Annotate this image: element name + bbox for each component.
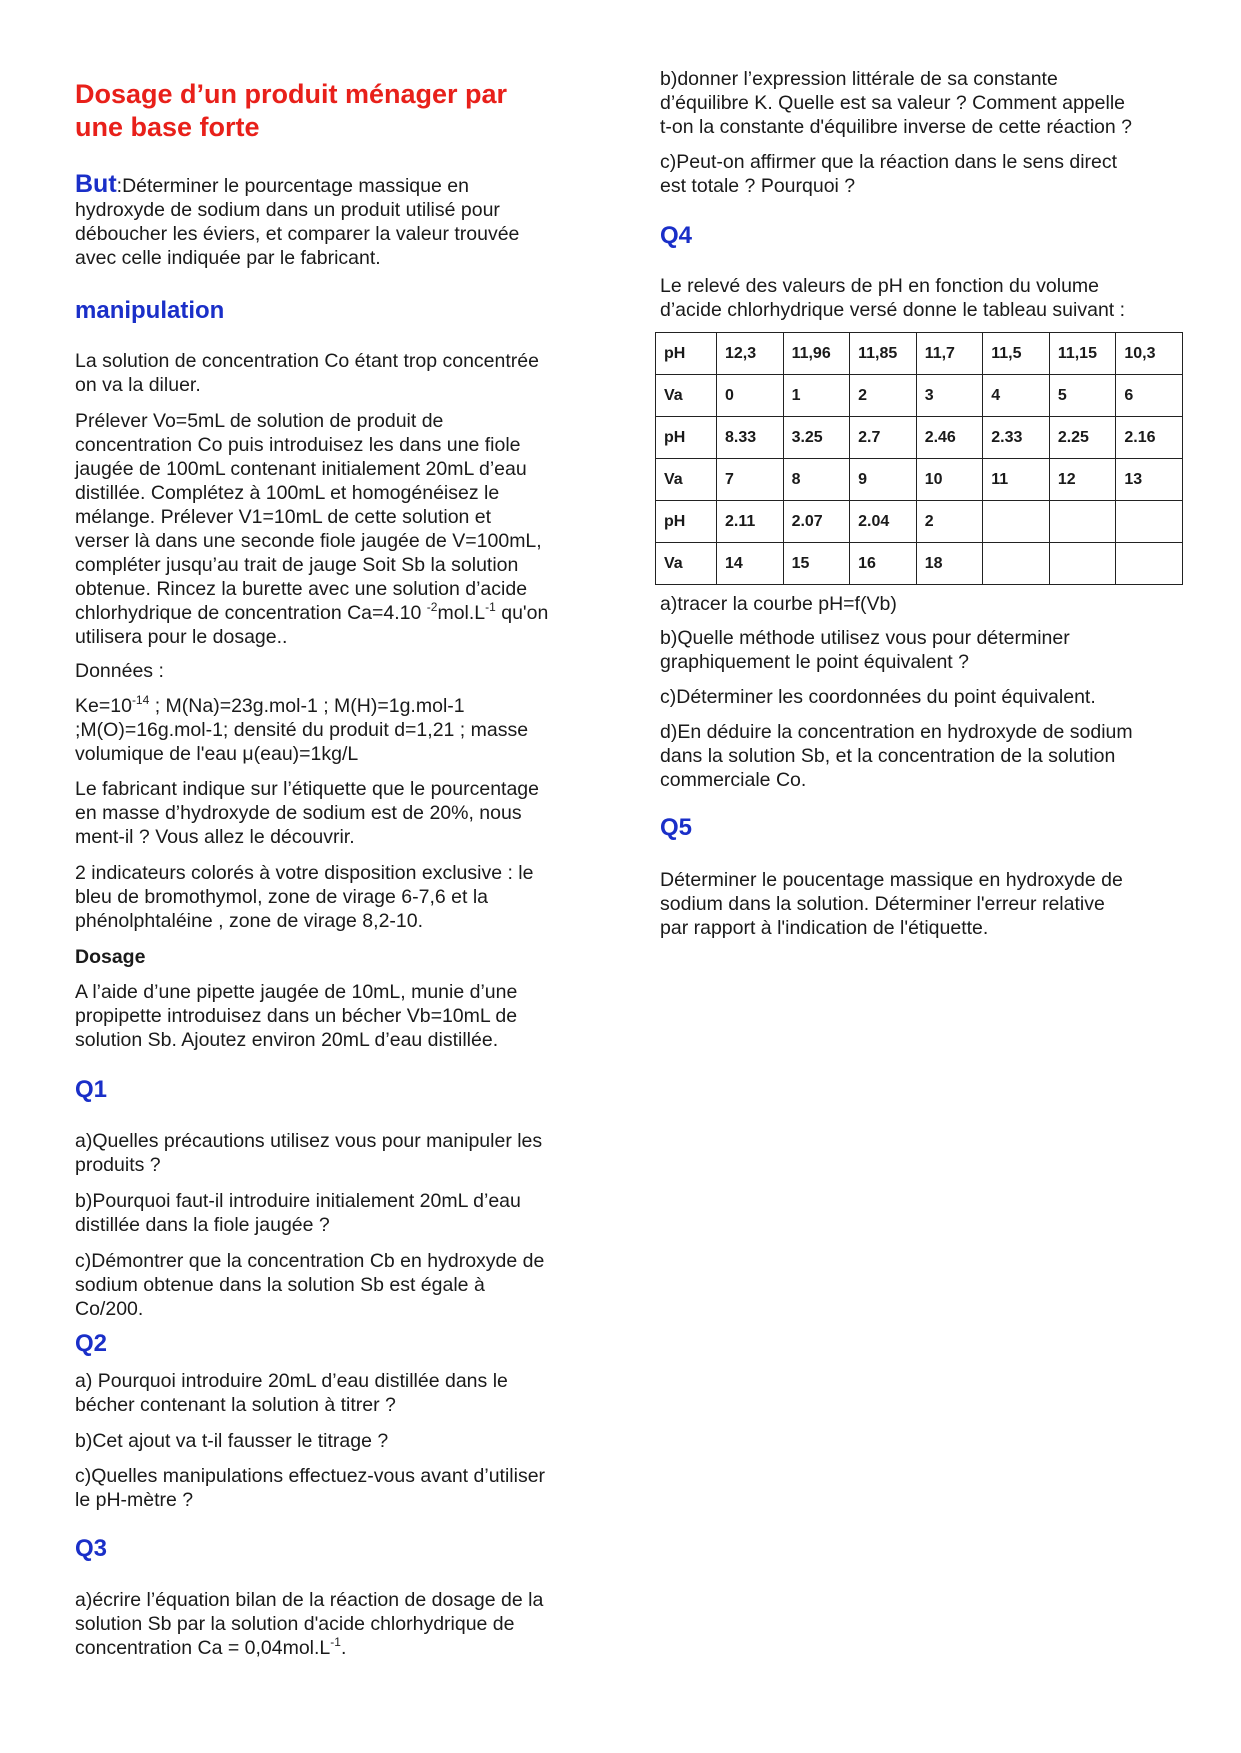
table-cell [983, 543, 1050, 585]
table-cell: 11,7 [916, 333, 983, 375]
table-cell: 6 [1116, 375, 1183, 417]
table-row [656, 333, 1183, 375]
table-cell: 11,5 [983, 333, 1050, 375]
table-cell: 11 [983, 459, 1050, 501]
q1-c: c)Démontrer que la concentration Cb en hydroxyde de sodium obtenue dans la solution Sb est égale à Co/200. [75, 1250, 545, 1320]
fabricant-paragraph: Le fabricant indique sur l’étiquette que le pourcentage en masse d’hydroxyde de sodium est de 20%, nous ment-il ? Vous allez le découvrir. [75, 778, 539, 848]
table-row [656, 459, 1183, 501]
table-cell: 5 [1049, 375, 1116, 417]
q3-a-text: a)écrire l’équation bilan de la réaction de dosage de la solution Sb par la solution d'acide chlorhydrique de concentration Ca = 0,04mol.L [75, 1589, 544, 1659]
table-cell: 10 [916, 459, 983, 501]
table-cell: 14 [717, 543, 784, 585]
table-cell: 12,3 [717, 333, 784, 375]
table-cell: 15 [783, 543, 850, 585]
table-cell: 2.11 [717, 501, 784, 543]
table-cell: 0 [717, 375, 784, 417]
table-cell: 2.7 [850, 417, 917, 459]
manip-intro: La solution de concentration Co étant trop concentrée on va la diluer. [75, 350, 539, 396]
q2-b: b)Cet ajout va t-il fausser le titrage ? [75, 1430, 389, 1452]
table-cell: 16 [850, 543, 917, 585]
table-row [656, 417, 1183, 459]
table-cell [1049, 543, 1116, 585]
q1-heading: Q1 [75, 1076, 108, 1103]
table-cell: 2 [916, 501, 983, 543]
donnees-label: Données : [75, 660, 164, 682]
q5-text: Déterminer le poucentage massique en hydroxyde de sodium dans la solution. Déterminer l'erreur relative par rapport à l'indication de l'étiquette. [660, 869, 1123, 939]
ke-exponent: -14 [131, 693, 150, 707]
dosage-paragraph: A l’aide d’une pipette jaugée de 10mL, munie d’une propipette introduisez dans un bécher Vb=10mL de solution Sb. Ajoutez environ 20mL d’eau distillée. [75, 981, 518, 1051]
table-cell: 2.33 [983, 417, 1050, 459]
manipulation-heading: manipulation [75, 297, 225, 324]
q3-a [75, 1588, 590, 1660]
table-cell: 7 [717, 459, 784, 501]
table-row [656, 543, 1183, 585]
q4-b: b)Quelle méthode utilisez vous pour déterminer graphiquement le point équivalent ? [660, 627, 1070, 673]
table-cell: 9 [850, 459, 917, 501]
q5-heading: Q5 [660, 814, 693, 841]
table-cell: 8 [783, 459, 850, 501]
table-row-label: pH [656, 501, 717, 543]
q3-a-end: . [340, 1637, 347, 1659]
q4-d: d)En déduire la concentration en hydroxyde de sodium dans la solution Sb, et la concentration de la solution commerciale Co. [660, 721, 1133, 791]
but-paragraph [75, 172, 590, 270]
q3-a-exponent: -1 [330, 1635, 341, 1649]
but-text: :Déterminer le pourcentage massique en hydroxyde de sodium dans un produit utilisé pour déboucher les éviers, et comparer la valeur trouvée avec celle indiquée par le fabricant. [75, 175, 520, 269]
but-label: But [75, 170, 117, 198]
table-cell: 2.04 [850, 501, 917, 543]
table-cell: 2.46 [916, 417, 983, 459]
table-row-label: Va [656, 459, 717, 501]
q1-b: b)Pourquoi faut-il introduire initialement 20mL d’eau distillée dans la fiole jaugée ? [75, 1190, 521, 1236]
table-row-label: pH [656, 333, 717, 375]
q4-c: c)Déterminer les coordonnées du point équivalent. [660, 686, 1096, 708]
table-cell: 13 [1116, 459, 1183, 501]
table-cell: 11,96 [783, 333, 850, 375]
unit-mol-l: mol.L [437, 602, 486, 624]
table-cell: 8.33 [717, 417, 784, 459]
manip-procedure-end: qu'on utilisera pour le dosage.. [75, 602, 549, 648]
page-title: Dosage d’un produit ménager par une base forte [75, 79, 508, 142]
table-cell: 4 [983, 375, 1050, 417]
manip-procedure [75, 409, 590, 649]
table-cell: 3.25 [783, 417, 850, 459]
ph-volume-table [655, 332, 1183, 585]
table-row [656, 375, 1183, 417]
table-cell: 10,3 [1116, 333, 1183, 375]
q2-c: c)Quelles manipulations effectuez-vous avant d’utiliser le pH-mètre ? [75, 1465, 546, 1511]
q4-heading: Q4 [660, 222, 693, 249]
q3-b: b)donner l’expression littérale de sa constante d’équilibre K. Quelle est sa valeur ? Comment appelle t-on la constante d'équilibre inverse de cette réaction ? [660, 68, 1133, 138]
q2-a: a) Pourquoi introduire 20mL d’eau distillée dans le bécher contenant la solution à titrer ? [75, 1370, 508, 1416]
table-row-label: Va [656, 375, 717, 417]
q3-heading: Q3 [75, 1535, 108, 1562]
exp-minus-1: -1 [485, 600, 496, 614]
table-cell [1049, 501, 1116, 543]
table-cell: 2 [850, 375, 917, 417]
table-cell [1116, 501, 1183, 543]
donnees-values [75, 694, 590, 766]
exp-minus-2: -2 [426, 600, 438, 614]
table-cell [1116, 543, 1183, 585]
table-cell: 11,85 [850, 333, 917, 375]
table-cell: 12 [1049, 459, 1116, 501]
table-cell: 1 [783, 375, 850, 417]
table-cell [983, 501, 1050, 543]
q2-heading: Q2 [75, 1330, 108, 1357]
table-row [656, 501, 1183, 543]
table-cell: 11,15 [1049, 333, 1116, 375]
table-cell: 3 [916, 375, 983, 417]
table-cell: 18 [916, 543, 983, 585]
q3-c: c)Peut-on affirmer que la réaction dans le sens direct est totale ? Pourquoi ? [660, 151, 1118, 197]
table-cell: 2.16 [1116, 417, 1183, 459]
q1-a: a)Quelles précautions utilisez vous pour manipuler les produits ? [75, 1130, 543, 1176]
q4-intro: Le relevé des valeurs de pH en fonction du volume d’acide chlorhydrique versé donne le tableau suivant : [660, 275, 1126, 321]
donnees-rest: ; M(Na)=23g.mol-1 ; M(H)=1g.mol-1 ;M(O)=16g.mol-1; densité du produit d=1,21 ; masse volumique de l'eau μ(eau)=1kg/L [75, 695, 529, 765]
manip-procedure-text: Prélever Vo=5mL de solution de produit de concentration Co puis introduisez les dans une fiole jaugée de 100mL contenant initialement 20mL d’eau distillée. Complétez à 100mL et homogénéisez le mélange. Prélever V1=10mL de cette solution et verser là dans une seconde fiole jaugée de V=100mL, compléter jusqu’au trait de jauge Soit Sb la solution obtenue. Rincez la burette avec une solution d’acide chlorhydrique de concentration Ca=4.10 [75, 410, 542, 624]
table-row-label: Va [656, 543, 717, 585]
table-row-label: pH [656, 417, 717, 459]
ke-label: Ke=10 [75, 695, 132, 717]
indicateurs-paragraph: 2 indicateurs colorés à votre disposition exclusive : le bleu de bromothymol, zone de virage 6-7,6 et la phénolphtaléine , zone de virage 8,2-10. [75, 862, 534, 932]
dosage-heading: Dosage [75, 946, 146, 968]
table-cell: 2.25 [1049, 417, 1116, 459]
table-cell: 2.07 [783, 501, 850, 543]
q4-a: a)tracer la courbe pH=f(Vb) [660, 593, 897, 615]
